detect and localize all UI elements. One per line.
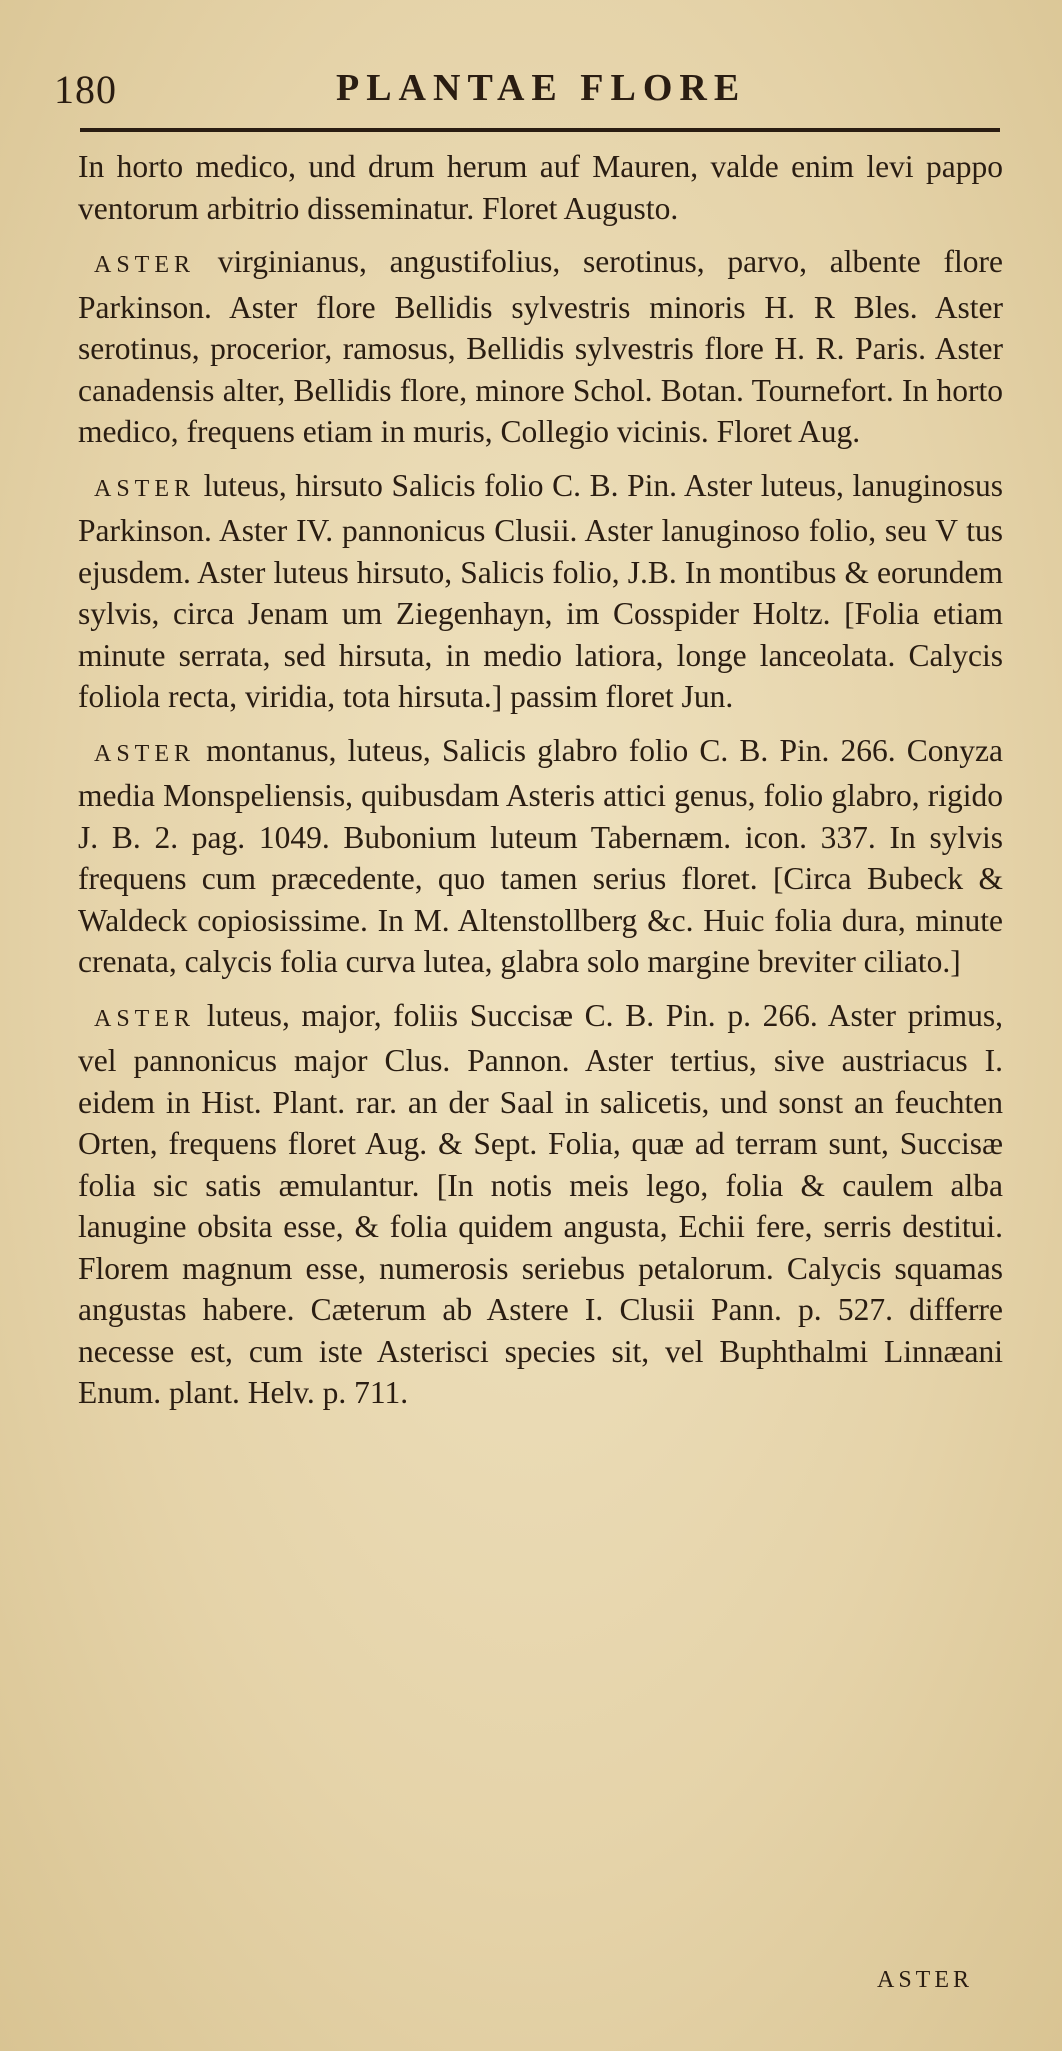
paragraph-text: luteus, hirsuto Salicis folio C. B. Pin. Aster luteus, lanuginosus Parkinson. Aster IV. pannonicus Clusii. Aster lanuginoso folio, seu V tus ejusdem. Aster luteus hirsuto, Salicis folio, J.B. In montibus & eorundem sylvis, circa Jenam um Ziegenhayn, im Cosspider Holtz. [Folia etiam minute serrata, sed hirsuta, in medio latiora, longe lanceolata. Calycis foliola recta, viridia, tota hirsuta.] passim floret Jun. — [78, 467, 1003, 714]
paragraph-aster-virginianus — [78, 241, 1003, 453]
catchword: ASTER — [877, 1967, 974, 1993]
paragraph-aster-montanus — [78, 730, 1003, 983]
entry-lead: ASTER — [94, 740, 196, 767]
entry-lead: ASTER — [94, 475, 196, 502]
entry-lead: ASTER — [94, 1005, 196, 1032]
paragraph-aster-luteus-hirsuto — [78, 465, 1003, 718]
paragraph-text: In horto medico, und drum herum auf Mauren, valde enim levi pappo ventorum arbitrio disseminatur. Floret Augusto. — [78, 149, 1003, 226]
paragraph-continuation — [78, 146, 1003, 229]
paragraph-text: luteus, major, foliis Succisæ C. B. Pin. p. 266. Aster primus, vel pannonicus major Clus. Pannon. Aster tertius, sive austriacus I. eidem in Hist. Plant. rar. an der Saal in salicetis, und sonst an feuchten Orten, frequens floret Aug. & Sept. Folia, quæ ad terram sunt, Succisæ folia sic satis æmulantur. [In notis meis lego, folia & caulem alba lanugine obsita esse, & folia quidem angusta, Echii fere, serris destitui. Florem magnum esse, numerosis seriebus petalorum. Calycis squamas angustas habere. Cæterum ab Astere I. Clusii Pann. p. 527. differre necesse est, cum iste Asterisci species sit, vel Buphthalmi Linnæani Enum. plant. Helv. p. 711. — [78, 997, 1003, 1410]
paragraph-aster-luteus-major — [78, 995, 1003, 1414]
paragraph-text: virginianus, angustifolius, serotinus, parvo, albente flore Parkinson. Aster flore Bellidis sylvestris minoris H. R Bles. Aster serotinus, procerior, ramosus, Bellidis sylvestris flore H. R. Paris. Aster canadensis alter, Bellidis flore, minore Schol. Botan. Tournefort. In horto medico, frequens etiam in muris, Collegio vicinis. Floret Aug. — [78, 244, 1003, 449]
running-head: PLANTAE FLORE — [336, 67, 747, 109]
page-header — [54, 66, 1004, 126]
paragraph-text: montanus, luteus, Salicis glabro folio C. B. Pin. 266. Conyza media Monspeliensis, quibusdam Asteris attici genus, folio glabro, rigido J. B. 2. pag. 1049. Bubonium luteum Tabernæm. icon. 337. In sylvis frequens cum præcedente, quo tamen serius floret. [Circa Bubeck & Waldeck copiosissime. In M. Altenstollberg &c. Huic folia dura, minute crenata, calycis folia curva lutea, glabra solo margine breviter ciliato.] — [78, 732, 1003, 979]
page-number: 180 — [54, 67, 117, 112]
text-body — [78, 146, 1003, 1426]
entry-lead: ASTER — [94, 252, 196, 278]
header-rule — [80, 128, 1000, 132]
